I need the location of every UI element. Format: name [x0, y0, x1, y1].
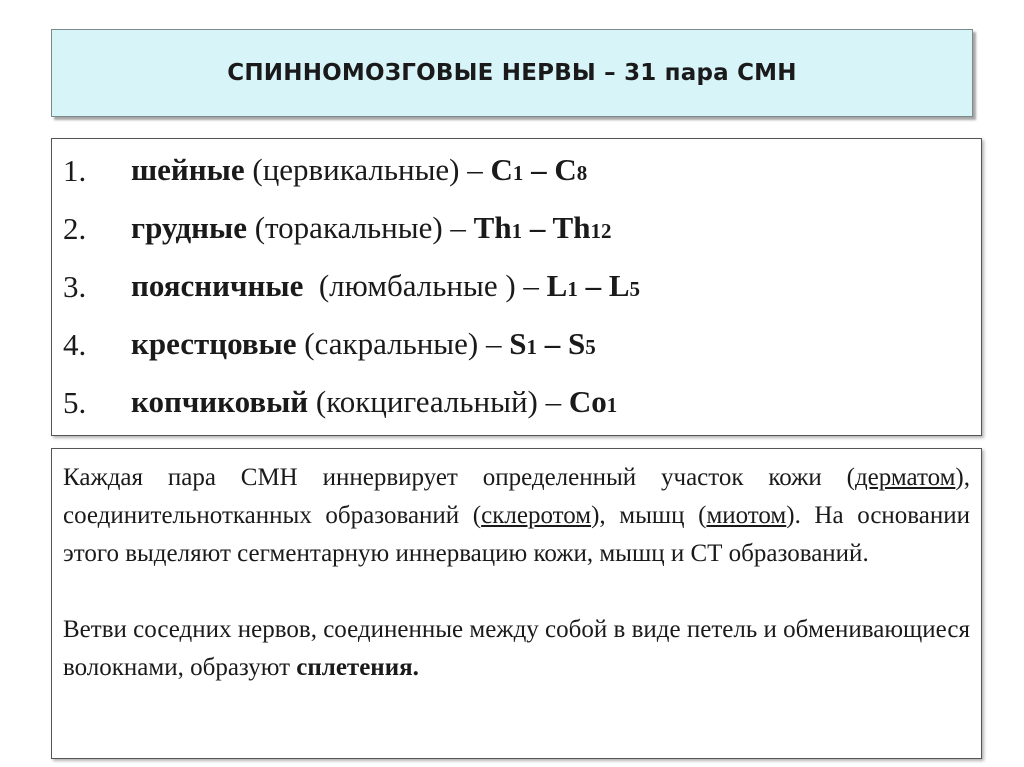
item-number: 3.	[63, 269, 87, 304]
term-plexus: сплетения.	[296, 654, 419, 681]
segment-dash: –	[577, 267, 609, 303]
segment-to: C	[554, 151, 577, 187]
segment-to: L	[608, 267, 630, 303]
slide-title: СПИННОМОЗГОВЫЕ НЕРВЫ – 31 пара СМН	[227, 60, 797, 86]
paragraph-plexus	[63, 611, 970, 687]
segment-from-index: 1	[512, 160, 524, 185]
segment-from-index: 1	[606, 392, 618, 417]
segment-from: C	[490, 151, 513, 187]
term-dermatome: дерматом	[854, 464, 956, 491]
segment-from-index: 1	[526, 334, 537, 359]
item-number: 2.	[63, 211, 87, 246]
segment-from: Co	[568, 383, 607, 419]
para-text: ). На основании этого выделяют сегментарную иннервацию кожи, мышц и СТ образований.	[63, 502, 970, 567]
item-number: 5.	[63, 385, 87, 420]
nerve-latin: (люмбальные ) –	[303, 267, 547, 303]
segment-from: Th	[473, 209, 512, 245]
segment-to: Th	[552, 209, 591, 245]
nerve-term: грудные	[131, 209, 247, 245]
segment-from: S	[509, 325, 527, 361]
nerve-latin: (сакральные) –	[296, 325, 510, 361]
nerve-latin: (торакальные) –	[246, 209, 474, 245]
item-number: 4.	[63, 327, 87, 362]
item-content	[131, 382, 617, 425]
segment-to: S	[567, 325, 586, 361]
nerve-list	[51, 138, 982, 436]
nerve-latin: (кокцигеальный) –	[308, 383, 569, 419]
segment-to-index: 5	[629, 276, 641, 301]
term-sclerotome: склеротом	[481, 502, 592, 529]
para-text: ), соединительнотканных образований (	[63, 464, 970, 529]
segment-dash: –	[522, 209, 553, 245]
item-content	[131, 208, 611, 251]
nerve-term: шейные	[131, 151, 245, 187]
nerve-term: крестцовые	[131, 325, 297, 361]
item-number: 1.	[63, 153, 87, 188]
para-text: Ветви соседних нервов, соединенные между собой в виде петель и обменивающиеся волокнами, образуют	[63, 616, 970, 681]
nerve-term: копчиковый	[131, 383, 309, 419]
segment-dash: –	[523, 151, 555, 187]
segment-from-index: 1	[511, 218, 523, 243]
title-box	[51, 29, 973, 117]
segment-from: L	[546, 267, 568, 303]
item-content	[131, 324, 596, 367]
description-box	[51, 448, 982, 759]
nerve-latin: (цервикальные) –	[244, 151, 491, 187]
segment-from-index: 1	[567, 276, 578, 301]
item-content	[131, 266, 640, 309]
segment-to-index: 8	[576, 160, 588, 185]
segment-to-index: 5	[585, 334, 596, 359]
nerve-term: поясничные	[131, 267, 304, 303]
segment-to-index: 12	[590, 218, 612, 243]
segment-dash: –	[536, 325, 568, 361]
para-text: ), мышц (	[591, 502, 707, 529]
paragraph-segmental	[63, 459, 970, 573]
term-myotome: миотом	[706, 502, 787, 529]
para-text: Каждая пара СМН иннервирует определенный участок кожи (	[63, 464, 855, 491]
item-content	[131, 150, 587, 193]
